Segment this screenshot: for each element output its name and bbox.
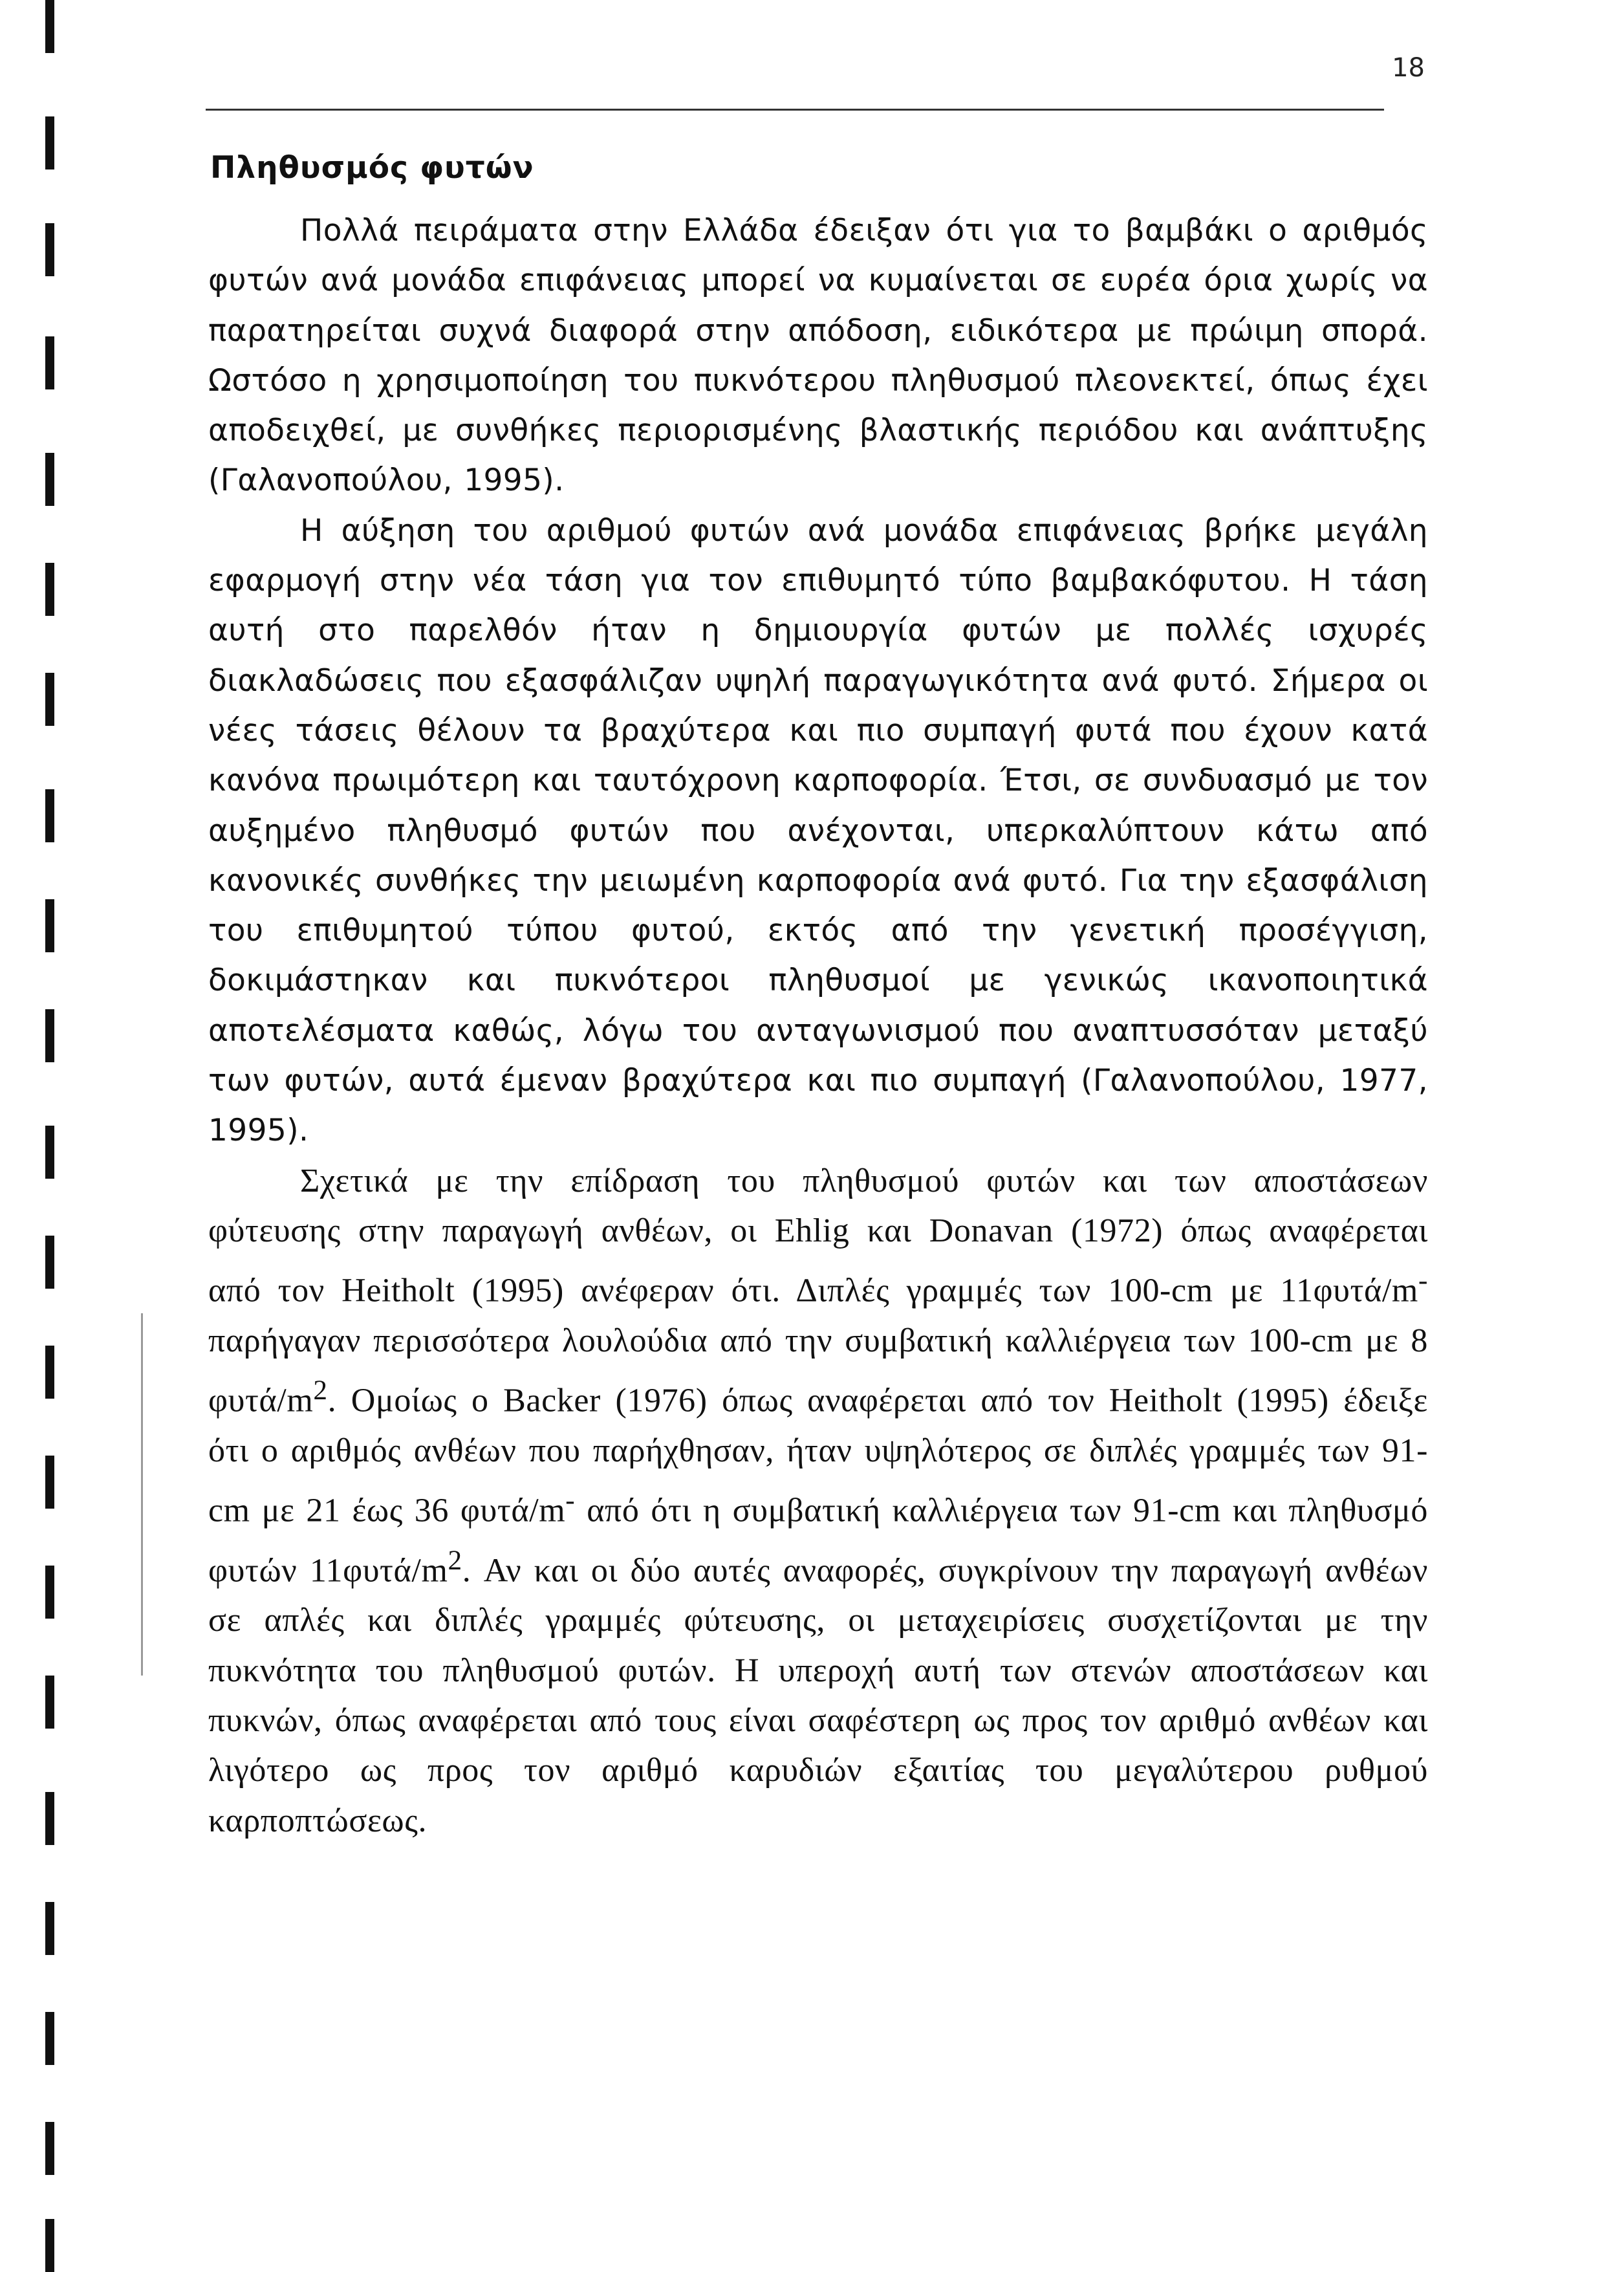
binding-mark: [45, 1792, 54, 1845]
binding-mark: [45, 1346, 54, 1399]
scan-binding-marks: [45, 0, 58, 2269]
header-rule: [206, 109, 1384, 111]
binding-mark: [45, 116, 54, 169]
paragraph-3-text: Σχετικά με την επίδραση του πληθυσμού φυτών και των αποστάσεων φύτευσης στην παραγωγή ανθέων, οι Ehlig και Donavan (1972) όπως αναφέρεται από τον Heitholt (1995) ανέφεραν ότι. Διπλές γραμμές των 100-cm με 11φυτά/m: [208, 1162, 1428, 1309]
binding-mark: [45, 1236, 54, 1289]
binding-mark: [45, 1902, 54, 1955]
binding-mark: [45, 336, 54, 389]
binding-mark: [45, 1126, 54, 1179]
binding-mark: [45, 0, 54, 53]
paragraph-2: Η αύξηση του αριθμού φυτών ανά μονάδα επιφάνειας βρήκε μεγάλη εφαρμογή στην νέα τάση για τον επιθυμητό τύπο βαμβακόφυτου. Η τάση αυτή στο παρελθόν ήταν η δημιουργία φυτών με πολλές ισχυρές διακλαδώσεις που εξασφάλιζαν υψηλή παραγωγικότητα ανά φυτό. Σήμερα οι νέες τάσεις θέλουν τα βραχύτερα και πιο συμπαγή φυτά που έχουν κατά κανόνα πρωιμότερη και ταυτόχρονη καρποφορία. Έτσι, σε συνδυασμό με τον αυξημένο πληθυσμό φυτών που ανέχονται, υπερκαλύπτουν κάτω από κανονικές συνθήκες την μειωμένη καρποφορία ανά φυτό. Για την εξασφάλιση του επιθυμητού τύπου φυτού, εκτός από την γενετική προσέγγιση, δοκιμάστηκαν και πυκνότεροι πληθυσμοί με γενικώς ικανοποιητικά αποτελέσματα καθώς, λόγω του ανταγωνισμού που αναπτυσσόταν μεταξύ των φυτών, αυτά έμεναν βραχύτερα και πιο συμπαγή (Γαλανοπούλου, 1977, 1995).: [208, 512, 1428, 1149]
document-body: [208, 206, 1428, 1846]
binding-mark: [45, 563, 54, 616]
page-number: 18: [1392, 53, 1425, 83]
binding-mark: [45, 2012, 54, 2065]
paragraph-3-text: παρήγαγαν περισσότερα λουλούδια από την συμβατική καλλιέργεια των 100-cm με 8 φυτά/m: [208, 1322, 1428, 1419]
paragraph-3: [208, 1156, 1428, 1846]
binding-mark: [45, 789, 54, 842]
binding-mark: [45, 673, 54, 726]
binding-mark: [45, 2122, 54, 2175]
binding-mark: [45, 2219, 54, 2272]
paragraph-3-text: . Αν και οι δύο αυτές αναφορές, συγκρίνουν την παραγωγή ανθέων σε απλές και διπλές γραμμές φύτευσης, οι μεταχειρίσεις συσχετίζονται με την πυκνότητα του πληθυσμού φυτών. Η υπεροχή αυτή των στενών αποστάσεων και πυκνών, όπως αναφέρεται από τους είναι σαφέστερη ως προς τον αριθμό ανθέων και λιγότερο ως προς τον αριθμό καρυδιών εξαιτίας του μεγαλύτερου ρυθμού καρποπτώσεως.: [208, 1552, 1429, 1839]
binding-mark: [45, 1456, 54, 1509]
superscript: 2: [448, 1544, 462, 1576]
paragraph-3-text: από ότι η συμβατική καλλιέργεια των 91-cm και πληθυσμό φυτών 11φυτά/m: [208, 1492, 1429, 1589]
paragraph-1: Πολλά πειράματα στην Ελλάδα έδειξαν ότι για το βαμβάκι ο αριθμός φυτών ανά μονάδα επιφάνειας μπορεί να κυμαίνεται σε ευρέα όρια χωρίς να παρατηρείται συχνά διαφορά στην απόδοση, ειδικότερα με πρώιμη σπορά. Ωστόσο η χρησιμοποίηση του πυκνότερου πληθυσμού πλεονεκτεί, όπως έχει αποδειχθεί, με συνθήκες περιορισμένης βλαστικής περιόδου και ανάπτυξης (Γαλανοπούλου, 1995).: [208, 213, 1428, 499]
superscript: -: [1418, 1265, 1428, 1296]
binding-mark: [45, 899, 54, 952]
scan-margin-line: [141, 1313, 143, 1676]
binding-mark: [45, 1676, 54, 1729]
binding-mark: [45, 1566, 54, 1619]
superscript: -: [565, 1485, 576, 1516]
section-heading: Πληθυσμός φυτών: [210, 150, 534, 186]
binding-mark: [45, 453, 54, 506]
binding-mark: [45, 223, 54, 276]
paragraph-3-text: . Ομοίως ο Backer (1976) όπως αναφέρεται από τον Heitholt (1995) έδειξε ότι ο αριθμός ανθέων που παρήχθησαν, ήταν υψηλότερος σε διπλές γραμμές των 91-cm με 21 έως 36 φυτά/m: [208, 1382, 1428, 1529]
superscript: 2: [313, 1375, 328, 1406]
binding-mark: [45, 1009, 54, 1062]
